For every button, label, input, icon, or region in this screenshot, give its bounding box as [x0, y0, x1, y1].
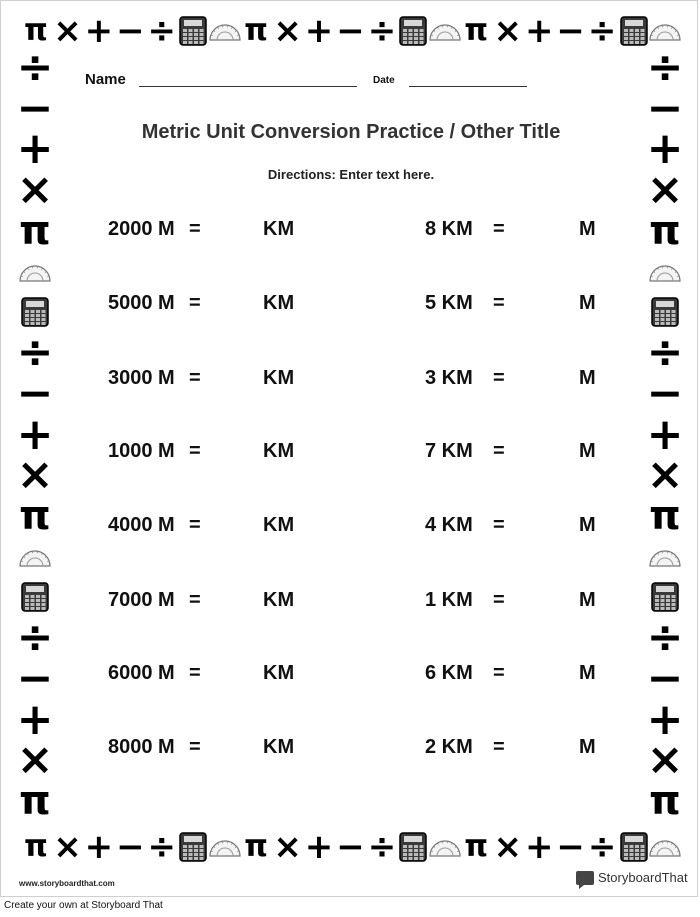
- answer-blank[interactable]: [515, 292, 571, 316]
- date-label: Date: [373, 75, 395, 86]
- minus-icon: −: [556, 11, 585, 51]
- given-value: 6 KM: [425, 662, 473, 684]
- divide-icon: ÷: [147, 827, 177, 867]
- pi-icon: π: [464, 829, 489, 864]
- plus-icon: +: [304, 11, 334, 51]
- answer-blank[interactable]: [211, 292, 255, 316]
- minus-icon: −: [16, 652, 54, 704]
- brand-name: StoryboardThat: [598, 870, 688, 885]
- target-unit: M: [579, 736, 596, 758]
- pi-icon: π: [649, 492, 681, 539]
- equals-sign: =: [189, 662, 201, 684]
- given-value: 7000 M: [108, 589, 175, 611]
- plus-icon: +: [84, 827, 114, 867]
- answer-blank[interactable]: [515, 218, 571, 242]
- equals-sign: =: [493, 736, 505, 758]
- times-icon: ×: [493, 827, 522, 867]
- equals-sign: =: [189, 589, 201, 611]
- pi-icon: π: [649, 207, 681, 254]
- answer-blank[interactable]: [515, 440, 571, 464]
- target-unit: M: [579, 662, 596, 684]
- answer-blank[interactable]: [211, 589, 255, 613]
- answer-blank[interactable]: [515, 367, 571, 391]
- target-unit: M: [579, 367, 596, 389]
- times-icon: ×: [16, 164, 54, 216]
- times-icon: ×: [53, 827, 82, 867]
- pi-icon: π: [24, 13, 48, 48]
- divide-icon: ÷: [147, 11, 177, 51]
- calculator-icon: [17, 579, 53, 615]
- protractor-icon: [17, 539, 53, 575]
- answer-blank[interactable]: [515, 662, 571, 686]
- target-unit: M: [579, 292, 596, 314]
- protractor-icon: [647, 539, 683, 575]
- minus-icon: −: [116, 827, 145, 867]
- divide-icon: ÷: [646, 327, 684, 379]
- target-unit: KM: [263, 292, 295, 314]
- pi-icon: π: [19, 492, 51, 539]
- divide-icon: ÷: [16, 612, 54, 664]
- given-value: 4000 M: [108, 514, 175, 536]
- equals-sign: =: [493, 514, 505, 536]
- equals-sign: =: [189, 292, 201, 314]
- minus-icon: −: [16, 367, 54, 419]
- calculator-icon: [647, 579, 683, 615]
- left-problem-row: [108, 514, 308, 544]
- date-field[interactable]: [409, 86, 527, 87]
- answer-blank[interactable]: [515, 589, 571, 613]
- target-unit: KM: [263, 736, 295, 758]
- times-icon: ×: [646, 449, 684, 501]
- left-problem-row: [108, 218, 308, 248]
- target-unit: M: [579, 589, 596, 611]
- equals-sign: =: [189, 218, 201, 240]
- divide-icon: ÷: [646, 42, 684, 93]
- divide-icon: ÷: [646, 612, 684, 664]
- equals-sign: =: [493, 589, 505, 611]
- target-unit: KM: [263, 662, 295, 684]
- directions-text: Directions: Enter text here.: [267, 167, 435, 182]
- left-problem-row: [108, 736, 308, 766]
- equals-sign: =: [493, 367, 505, 389]
- equals-sign: =: [493, 292, 505, 314]
- calculator-icon: [647, 294, 683, 330]
- left-problem-row: [108, 292, 308, 322]
- plus-icon: +: [304, 827, 334, 867]
- answer-blank[interactable]: [211, 662, 255, 686]
- divide-icon: ÷: [587, 827, 617, 867]
- minus-icon: −: [646, 82, 684, 134]
- plus-icon: +: [524, 11, 554, 51]
- divide-icon: ÷: [367, 827, 397, 867]
- answer-blank[interactable]: [211, 367, 255, 391]
- minus-icon: −: [336, 827, 365, 867]
- left-problem-row: [108, 440, 308, 470]
- times-icon: ×: [646, 734, 684, 786]
- protractor-icon: [17, 254, 53, 290]
- answer-blank[interactable]: [211, 514, 255, 538]
- plus-icon: +: [646, 123, 684, 175]
- plus-icon: +: [16, 693, 54, 745]
- protractor-icon: [647, 829, 683, 865]
- target-unit: KM: [263, 218, 295, 240]
- calculator-icon: [17, 294, 53, 330]
- left-problem-row: [108, 589, 308, 619]
- times-icon: ×: [53, 11, 82, 51]
- given-value: 5 KM: [425, 292, 473, 314]
- equals-sign: =: [493, 662, 505, 684]
- times-icon: ×: [273, 827, 302, 867]
- answer-blank[interactable]: [211, 218, 255, 242]
- name-label: Name: [85, 71, 126, 88]
- minus-icon: −: [16, 82, 54, 134]
- minus-icon: −: [646, 367, 684, 419]
- pi-icon: π: [24, 829, 48, 864]
- plus-icon: +: [84, 11, 114, 51]
- speech-bubble-icon: [576, 871, 594, 885]
- target-unit: KM: [263, 367, 295, 389]
- given-value: 1 KM: [425, 589, 473, 611]
- times-icon: ×: [646, 164, 684, 216]
- credit-link[interactable]: Create your own at Storyboard That: [4, 900, 163, 911]
- divide-icon: ÷: [587, 11, 617, 51]
- equals-sign: =: [493, 218, 505, 240]
- plus-icon: +: [16, 123, 54, 175]
- plus-icon: +: [16, 408, 54, 460]
- storyboardthat-logo: [576, 870, 688, 885]
- given-value: 3000 M: [108, 367, 175, 389]
- given-value: 5000 M: [108, 292, 175, 314]
- website-text: www.storyboardthat.com: [19, 879, 115, 888]
- answer-blank[interactable]: [515, 514, 571, 538]
- protractor-icon: [647, 254, 683, 290]
- given-value: 2 KM: [425, 736, 473, 758]
- times-icon: ×: [273, 11, 302, 51]
- equals-sign: =: [189, 514, 201, 536]
- equals-sign: =: [189, 736, 201, 758]
- given-value: 2000 M: [108, 218, 175, 240]
- minus-icon: −: [116, 11, 145, 51]
- right-problem-row: [425, 736, 605, 766]
- right-problem-row: [425, 514, 605, 544]
- times-icon: ×: [493, 11, 522, 51]
- name-date-row: [85, 69, 545, 93]
- given-value: 7 KM: [425, 440, 473, 462]
- target-unit: M: [579, 440, 596, 462]
- left-problem-row: [108, 662, 308, 692]
- target-unit: KM: [263, 440, 295, 462]
- target-unit: M: [579, 514, 596, 536]
- name-field[interactable]: [139, 86, 357, 87]
- left-problem-row: [108, 367, 308, 397]
- answer-blank[interactable]: [211, 440, 255, 464]
- equals-sign: =: [189, 440, 201, 462]
- plus-icon: +: [646, 408, 684, 460]
- given-value: 8000 M: [108, 736, 175, 758]
- pi-icon: π: [19, 778, 51, 824]
- right-problem-row: [425, 662, 605, 692]
- equals-sign: =: [189, 367, 201, 389]
- times-icon: ×: [16, 449, 54, 501]
- given-value: 8 KM: [425, 218, 473, 240]
- target-unit: KM: [263, 514, 295, 536]
- divide-icon: ÷: [16, 327, 54, 379]
- given-value: 1000 M: [108, 440, 175, 462]
- given-value: 4 KM: [425, 514, 473, 536]
- given-value: 6000 M: [108, 662, 175, 684]
- worksheet-title: Metric Unit Conversion Practice / Other Title: [141, 121, 561, 143]
- answer-blank[interactable]: [211, 736, 255, 760]
- right-problem-row: [425, 367, 605, 397]
- target-unit: M: [579, 218, 596, 240]
- divide-icon: ÷: [16, 42, 54, 93]
- plus-icon: +: [524, 827, 554, 867]
- pi-icon: π: [649, 778, 681, 824]
- times-icon: ×: [16, 734, 54, 786]
- pi-icon: π: [19, 207, 51, 254]
- pi-icon: π: [464, 13, 489, 48]
- right-problem-row: [425, 440, 605, 470]
- right-problem-row: [425, 589, 605, 619]
- minus-icon: −: [646, 652, 684, 704]
- target-unit: KM: [263, 589, 295, 611]
- pi-icon: π: [244, 13, 268, 48]
- minus-icon: −: [556, 827, 585, 867]
- answer-blank[interactable]: [515, 736, 571, 760]
- right-problem-row: [425, 292, 605, 322]
- pi-icon: π: [244, 829, 268, 864]
- minus-icon: −: [336, 11, 365, 51]
- divide-icon: ÷: [367, 11, 397, 51]
- right-problem-row: [425, 218, 605, 248]
- plus-icon: +: [646, 693, 684, 745]
- equals-sign: =: [493, 440, 505, 462]
- given-value: 3 KM: [425, 367, 473, 389]
